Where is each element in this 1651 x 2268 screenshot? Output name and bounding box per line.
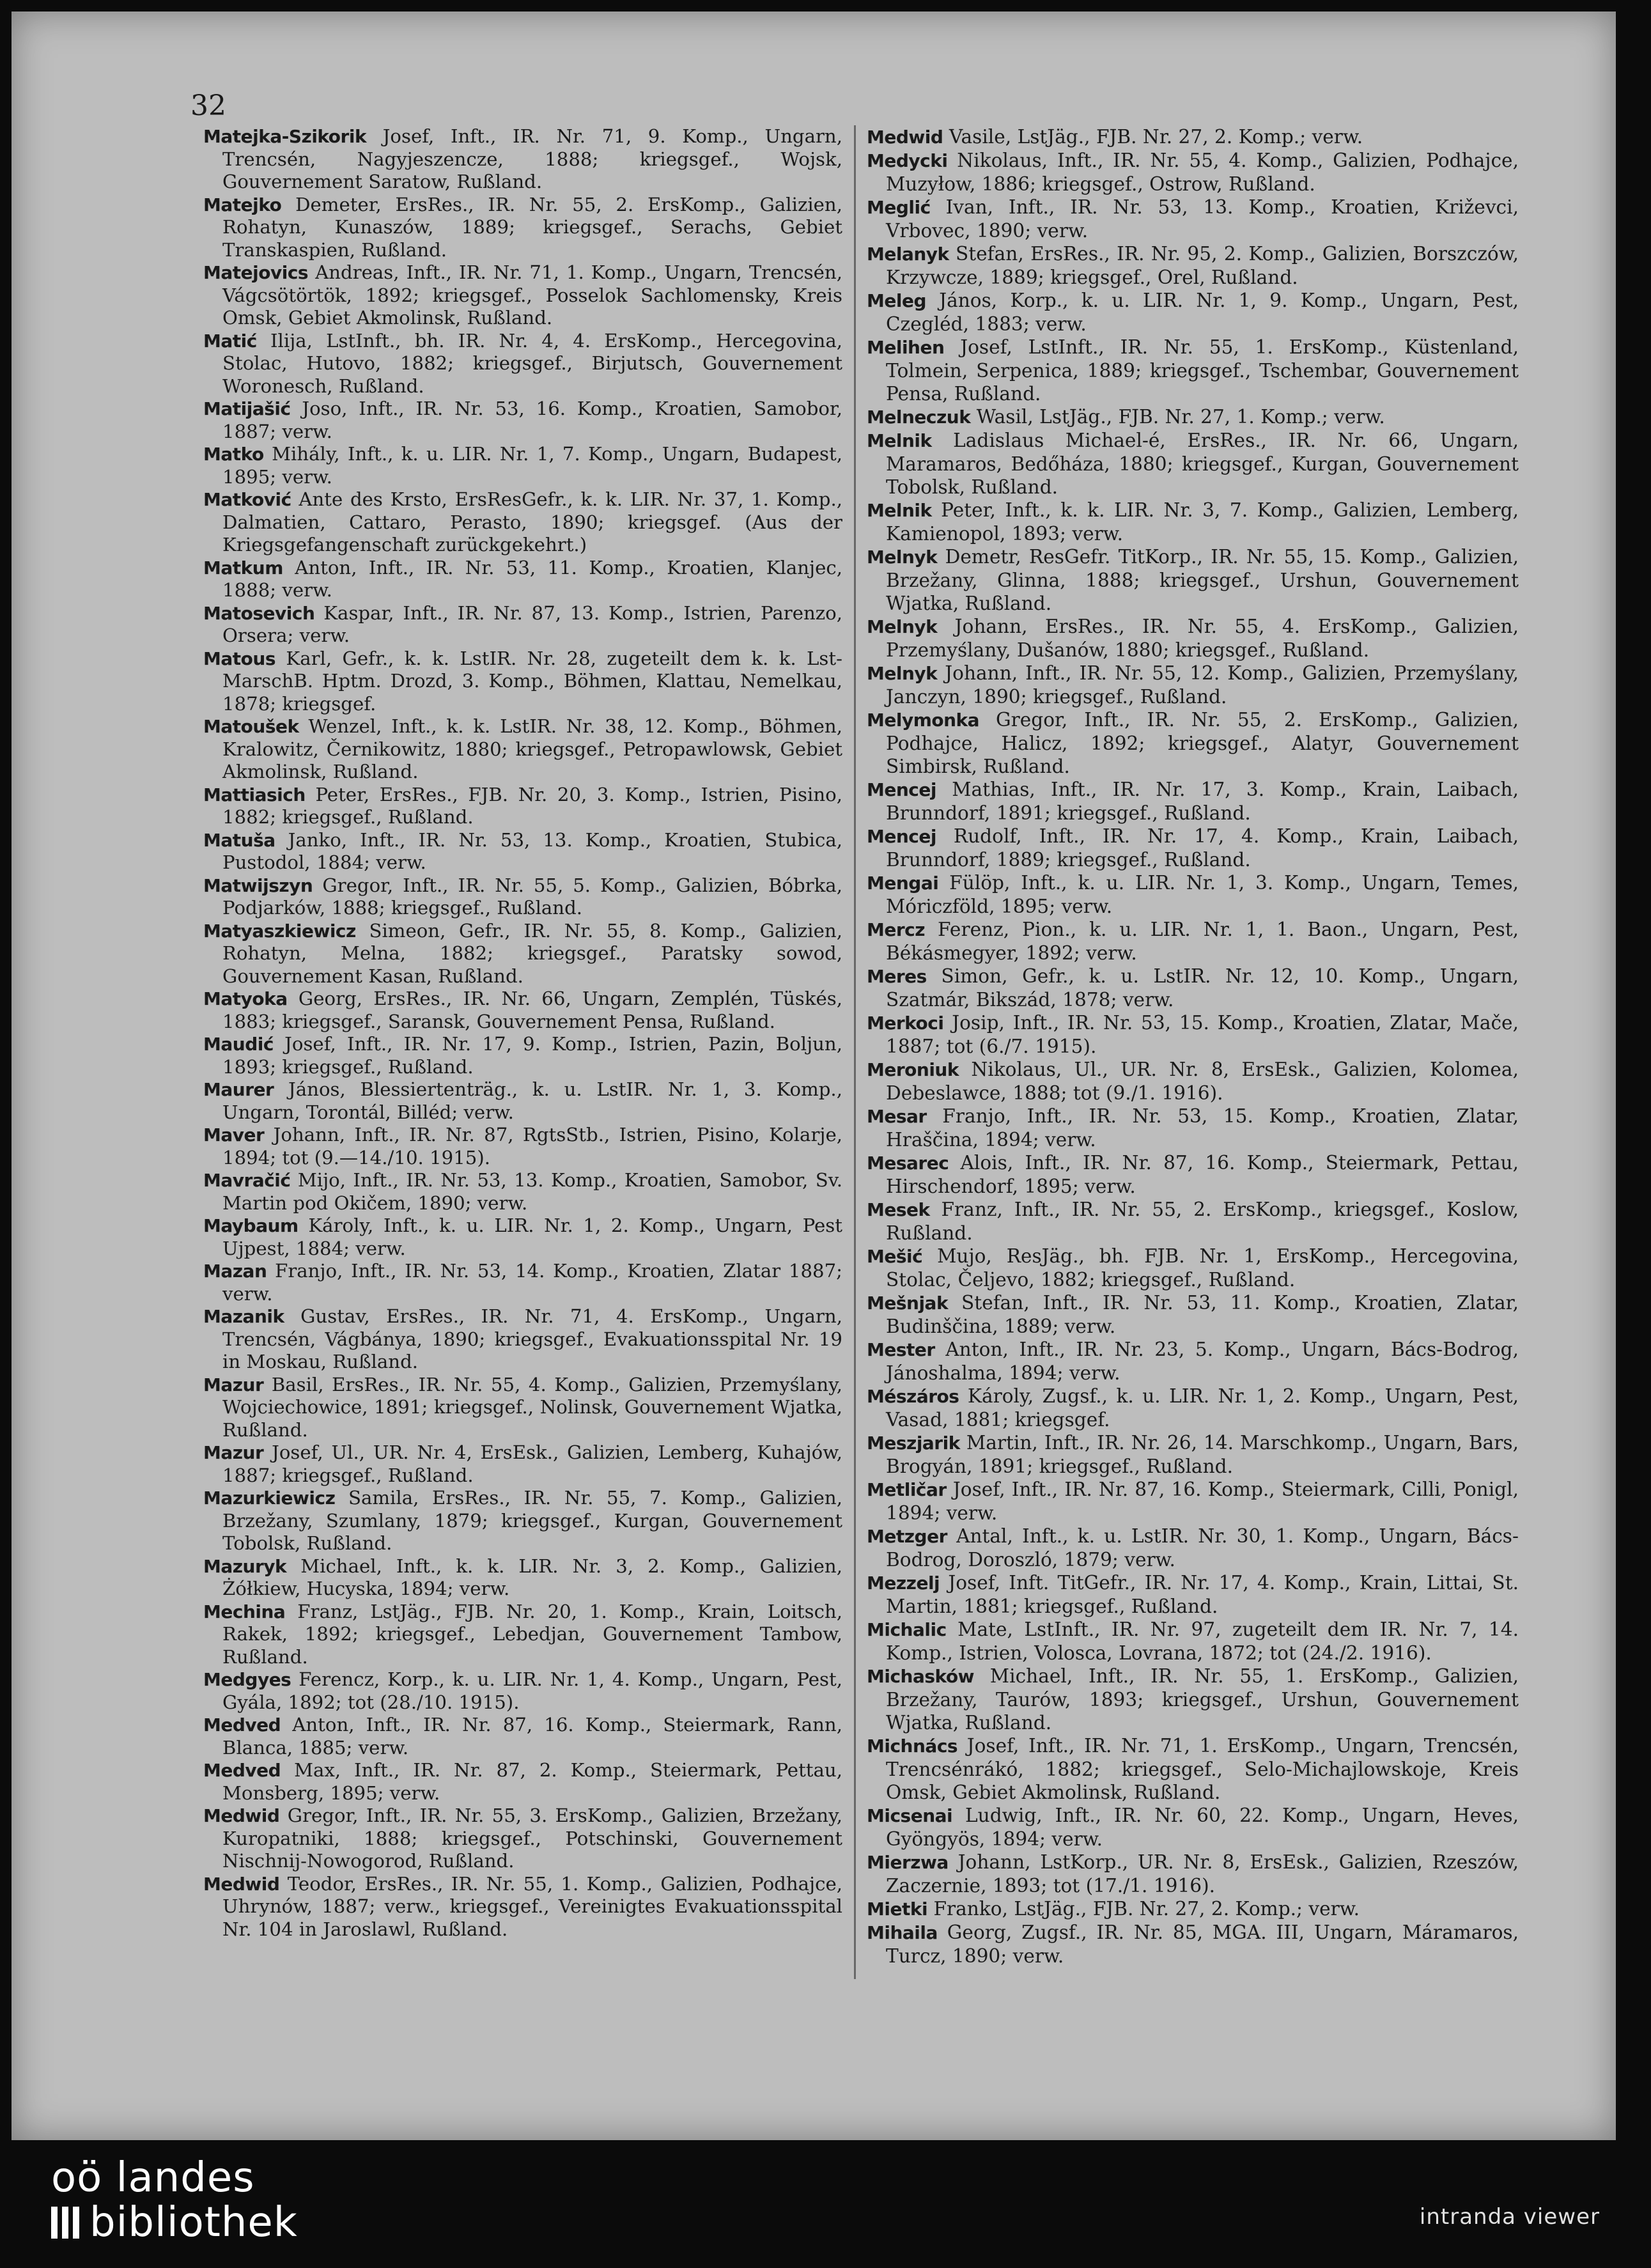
entry-details: Rudolf, Inft., IR. Nr. 17, 4. Komp., Krain, Laibach, Brunndorf, 1889; kriegsgef., Rußland. — [886, 825, 1519, 871]
register-entry — [203, 1759, 842, 1805]
register-entry — [867, 1618, 1519, 1665]
entry-surname: Mesarec — [867, 1153, 949, 1174]
entry-surname: Matijašić — [203, 398, 291, 419]
register-entry — [203, 398, 842, 443]
register-entry — [203, 1601, 842, 1669]
entry-surname: Mészáros — [867, 1386, 959, 1407]
register-entry — [203, 829, 842, 874]
register-entry — [867, 1058, 1519, 1105]
register-entry — [867, 778, 1519, 825]
entry-surname: Matejko — [203, 194, 282, 215]
entry-details: Andreas, Inft., IR. Nr. 71, 1. Komp., Ungarn, Trencsén, Vágcsötörtök, 1892; kriegsgef., Posselok Sachlomensky, Kreis Omsk, Gebiet Akmolinsk, Rußland. — [222, 261, 842, 329]
entry-surname: Matejka-Szikorik — [203, 126, 367, 147]
register-entry — [203, 1124, 842, 1169]
entry-details: Ferenz, Pion., k. u. LIR. Nr. 1, 1. Baon., Ungarn, Pest, Békásmegyer, 1892; verw. — [886, 919, 1519, 964]
entry-details: Simeon, Gefr., IR. Nr. 55, 8. Komp., Galizien, Rohatyn, Melna, 1882; kriegsgef., Paratsky sowod, Gouvernement Kasan, Rußland. — [222, 919, 842, 987]
register-entry — [867, 1734, 1519, 1804]
entry-surname: Mencej — [867, 779, 936, 800]
entry-surname: Melihen — [867, 337, 945, 358]
entry-details: Franko, LstJäg., FJB. Nr. 27, 2. Komp.; verw. — [933, 1898, 1360, 1920]
entry-surname: Mazuryk — [203, 1555, 287, 1577]
entry-surname: Medved — [203, 1760, 281, 1781]
register-entry — [867, 662, 1519, 708]
register-entry — [867, 1338, 1519, 1385]
entry-surname: Meszjarik — [867, 1433, 960, 1454]
entry-details: Janko, Inft., IR. Nr. 53, 13. Komp., Kroatien, Stubica, Pustodol, 1884; verw. — [222, 828, 842, 873]
register-entry — [203, 1873, 842, 1941]
register-entry — [867, 289, 1519, 336]
entry-details: Gustav, ErsRes., IR. Nr. 71, 4. ErsKomp., Ungarn, Trencsén, Vágbánya, 1890; kriegsgef., Evakuationsspital Nr. 19 in Moskau, Rußland. — [222, 1305, 842, 1372]
entry-surname: Metzger — [867, 1526, 947, 1547]
entry-details: Ivan, Inft., IR. Nr. 53, 13. Komp., Kroatien, Križevci, Vrbovec, 1890; verw. — [886, 196, 1519, 242]
entry-surname: Matkum — [203, 557, 283, 579]
entry-details: Josef, Inft., IR. Nr. 71, 1. ErsKomp., Ungarn, Trencsén, Trencsénrákó, 1882; kriegsgef., Selo-Michajlowskoje, Kreis Omsk, Gebiet Akmolinsk, Rußland. — [886, 1735, 1519, 1803]
entry-details: Josef, LstInft., IR. Nr. 55, 1. ErsKomp., Küstenland, Tolmein, Serpenica, 1889; kriegsgef., Tschembar, Gouvernement Pensa, Rußland. — [886, 336, 1519, 405]
entry-surname: Melnik — [867, 430, 932, 451]
entry-details: Antal, Inft., k. u. LstIR. Nr. 30, 1. Komp., Ungarn, Bács-Bodrog, Doroszló, 1879; verw. — [886, 1525, 1519, 1571]
entry-details: Franz, LstJäg., FJB. Nr. 20, 1. Komp., Krain, Loitsch, Rakek, 1892; kriegsgef., Lebedjan, Gouvernement Tambow, Rußland. — [222, 1600, 842, 1668]
entry-surname: Mazurkiewicz — [203, 1487, 336, 1509]
entry-surname: Matuša — [203, 829, 275, 851]
entry-details: Franjo, Inft., IR. Nr. 53, 14. Komp., Kroatien, Zlatar 1887; verw. — [222, 1260, 842, 1305]
register-entry — [203, 1487, 842, 1555]
entry-surname: Matić — [203, 330, 257, 352]
entry-surname: Mietki — [867, 1899, 928, 1920]
entry-details: Fülöp, Inft., k. u. LIR. Nr. 1, 3. Komp., Ungarn, Temes, Móriczföld, 1895; verw. — [886, 872, 1519, 917]
entry-surname: Meroniuk — [867, 1059, 959, 1080]
left-column — [203, 125, 842, 1941]
entry-surname: Matyoka — [203, 988, 288, 1009]
register-entry — [203, 1078, 842, 1124]
register-entry — [867, 1011, 1519, 1058]
column-divider — [854, 125, 856, 1979]
entry-surname: Matwijszyn — [203, 874, 313, 896]
entry-surname: Michasków — [867, 1666, 975, 1687]
register-entry — [203, 1668, 842, 1714]
register-entry — [867, 1431, 1519, 1478]
register-entry — [867, 1105, 1519, 1151]
entry-details: Ludwig, Inft., IR. Nr. 60, 22. Komp., Ungarn, Heves, Gyöngyös, 1894; verw. — [886, 1805, 1519, 1850]
register-entry — [867, 1921, 1519, 1968]
entry-details: Ilija, LstInft., bh. IR. Nr. 4, 4. ErsKomp., Hercegovina, Stolac, Hutovo, 1882; kriegsgef., Birjutsch, Gouvernement Woronesch, Rußland. — [222, 329, 843, 397]
register-entry — [867, 1151, 1519, 1198]
entry-surname: Meres — [867, 966, 927, 987]
entry-surname: Mazur — [203, 1442, 264, 1463]
register-entry — [203, 784, 842, 829]
entry-details: Anton, Inft., IR. Nr. 87, 16. Komp., Steiermark, Rann, Blanca, 1885; verw. — [222, 1714, 842, 1759]
entry-details: Ladislaus Michael-é, ErsRes., IR. Nr. 66, Ungarn, Maramaros, Bedőháza, 1880; kriegsgef., Kurgan, Gouvernement Tobolsk, Rußland. — [886, 430, 1519, 498]
entry-details: Demetr, ResGefr. TitKorp., IR. Nr. 55, 15. Komp., Galizien, Brzežany, Glinna, 1888; kriegsgef., Urshun, Gouvernement Wjatka, Rußland. — [886, 546, 1519, 614]
register-entry — [203, 1215, 842, 1260]
entry-surname: Melymonka — [867, 710, 980, 731]
register-entry — [203, 874, 842, 920]
register-entry — [867, 1851, 1519, 1897]
entry-details: Martin, Inft., IR. Nr. 26, 14. Marschkomp., Ungarn, Bars, Brogyán, 1891; kriegsgef., Rußland. — [886, 1432, 1519, 1477]
entry-surname: Mezzelj — [867, 1573, 940, 1594]
entry-surname: Medwid — [203, 1805, 280, 1826]
entry-details: Nikolaus, Inft., IR. Nr. 55, 4. Komp., Galizien, Podhajce, Muzyłow, 1886; kriegsgef., Ostrow, Rußland. — [886, 150, 1519, 195]
entry-details: Anton, Inft., IR. Nr. 23, 5. Komp., Ungarn, Bács-Bodrog, Jánoshalma, 1894; verw. — [886, 1339, 1519, 1384]
register-entry — [867, 1198, 1519, 1245]
entry-surname: Medwid — [867, 127, 943, 148]
viewer-label: intranda viewer — [1419, 2204, 1600, 2230]
entry-details: Simon, Gefr., k. u. LstIR. Nr. 12, 10. Komp., Ungarn, Szatmár, Bikszád, 1878; verw. — [886, 965, 1519, 1011]
page-number: 32 — [190, 89, 226, 122]
register-entry — [867, 965, 1519, 1011]
register-entry — [203, 988, 842, 1033]
register-entry — [203, 715, 842, 784]
register-entry — [867, 1478, 1519, 1525]
entry-surname: Mengai — [867, 873, 939, 894]
entry-surname: Meglić — [867, 197, 931, 218]
register-entry — [203, 1374, 842, 1442]
register-entry — [203, 194, 842, 262]
entry-surname: Matoušek — [203, 716, 299, 737]
entry-details: Mujo, ResJäg., bh. FJB. Nr. 1, ErsKomp., Hercegovina, Stolac, Čeljevo, 1882; kriegsgef., Rußland. — [886, 1245, 1519, 1291]
entry-surname: Melnyk — [867, 616, 938, 637]
register-entry — [867, 545, 1519, 615]
entry-details: Franz, Inft., IR. Nr. 55, 2. ErsKomp., kriegsgef., Koslow, Rußland. — [886, 1199, 1519, 1244]
register-entry — [203, 1305, 842, 1374]
entry-surname: Mercz — [867, 919, 926, 940]
register-entry — [867, 1525, 1519, 1571]
register-entry — [867, 336, 1519, 405]
entry-details: János, Korp., k. u. LIR. Nr. 1, 9. Komp., Ungarn, Pest, Czegléd, 1883; verw. — [886, 290, 1519, 335]
register-entry — [867, 1385, 1519, 1431]
entry-details: Mate, LstInft., IR. Nr. 97, zugeteilt dem IR. Nr. 7, 14. Komp., Istrien, Volosca, Lovrana, 1872; tot (24./2. 1916). — [886, 1619, 1519, 1664]
entry-details: Johann, Inft., IR. Nr. 87, RgtsStb., Istrien, Pisino, Kolarje, 1894; tot (9.—14./10. 1915). — [222, 1124, 842, 1169]
entry-details: Josef, Inft., IR. Nr. 17, 9. Komp., Istrien, Pazin, Boljun, 1893; kriegsgef., Rußland. — [222, 1033, 842, 1078]
entry-details: Peter, ErsRes., FJB. Nr. 20, 3. Komp., Istrien, Pisino, 1882; kriegsgef., Rußland. — [222, 783, 842, 828]
entry-details: Nikolaus, Ul., UR. Nr. 8, ErsEsk., Galizien, Kolomea, Debeslawce, 1888; tot (9./1. 1916). — [886, 1059, 1519, 1104]
entry-details: Max, Inft., IR. Nr. 87, 2. Komp., Steiermark, Pettau, Monsberg, 1895; verw. — [222, 1759, 843, 1804]
register-entry — [203, 330, 842, 398]
entry-details: Josip, Inft., IR. Nr. 53, 15. Komp., Kroatien, Zlatar, Mače, 1887; tot (6./7. 1915). — [886, 1012, 1519, 1057]
register-entry — [867, 871, 1519, 918]
entry-details: Károly, Inft., k. u. LIR. Nr. 1, 2. Komp., Ungarn, Pest Ujpest, 1884; verw. — [222, 1215, 842, 1259]
register-entry — [867, 1897, 1519, 1921]
entry-surname: Melnyk — [867, 547, 938, 568]
entry-details: Joso, Inft., IR. Nr. 53, 16. Komp., Kroatien, Samobor, 1887; verw. — [222, 398, 843, 442]
entry-details: Mathias, Inft., IR. Nr. 17, 3. Komp., Krain, Laibach, Brunndorf, 1891; kriegsgef., Rußland. — [886, 779, 1519, 824]
entry-surname: Mazan — [203, 1261, 267, 1282]
entry-surname: Mesar — [867, 1106, 927, 1127]
entry-surname: Medgyes — [203, 1669, 291, 1690]
entry-surname: Micsenai — [867, 1805, 953, 1826]
entry-details: Anton, Inft., IR. Nr. 53, 11. Komp., Kroatien, Klanjec, 1888; verw. — [222, 556, 842, 601]
entry-surname: Merkoci — [867, 1013, 944, 1034]
entry-surname: Mihaila — [867, 1922, 938, 1943]
register-entry — [203, 1169, 842, 1215]
entry-surname: Medycki — [867, 150, 948, 171]
register-entry — [203, 648, 842, 716]
entry-details: Josef, Ul., UR. Nr. 4, ErsEsk., Galizien, Lemberg, Kuhajów, 1887; kriegsgef., Rußland. — [222, 1441, 842, 1486]
register-entry — [203, 602, 842, 648]
register-entry — [203, 443, 842, 488]
entry-surname: Mierzwa — [867, 1852, 949, 1873]
register-entry — [867, 242, 1519, 289]
register-entry — [867, 125, 1519, 149]
register-entry — [867, 1804, 1519, 1851]
register-entry — [867, 1665, 1519, 1734]
entry-surname: Michalic — [867, 1619, 947, 1640]
entry-surname: Melanyk — [867, 244, 949, 265]
logo-line-1: oö landes — [51, 2154, 255, 2202]
register-entry — [203, 920, 842, 988]
entry-surname: Mazur — [203, 1374, 264, 1395]
entry-details: Vasile, LstJäg., FJB. Nr. 27, 2. Komp.; verw. — [949, 126, 1363, 148]
scanned-page — [12, 12, 1616, 2140]
logo-line-2-wrap — [51, 2200, 298, 2245]
register-entry — [203, 1555, 842, 1601]
register-entry — [867, 825, 1519, 871]
register-entry — [203, 1714, 842, 1759]
entry-details: Alois, Inft., IR. Nr. 87, 16. Komp., Steiermark, Pettau, Hirschendorf, 1895; verw. — [886, 1152, 1519, 1197]
library-logo[interactable] — [51, 2155, 298, 2245]
entry-surname: Maurer — [203, 1079, 274, 1100]
entry-surname: Medved — [203, 1714, 281, 1736]
register-entry — [867, 1571, 1519, 1618]
entry-details: Georg, ErsRes., IR. Nr. 66, Ungarn, Zemplén, Tüskés, 1883; kriegsgef., Saransk, Gouvernement Pensa, Rußland. — [222, 988, 843, 1032]
register-entry — [867, 1291, 1519, 1338]
entry-details: Stefan, Inft., IR. Nr. 53, 11. Komp., Kroatien, Zlatar, Budinščina, 1889; verw. — [886, 1292, 1519, 1337]
entry-details: Gregor, Inft., IR. Nr. 55, 3. ErsKomp., Galizien, Brzežany, Kuropatniki, 1888; kriegsgef., Potschinski, Gouvernement Nischnij-Nowogorod, Rußland. — [222, 1805, 842, 1872]
register-entry — [203, 1441, 842, 1487]
entry-surname: Melnyk — [867, 663, 938, 684]
entry-surname: Matous — [203, 648, 275, 669]
register-entry — [203, 125, 842, 194]
entry-details: Basil, ErsRes., IR. Nr. 55, 4. Komp., Galizien, Przemyślany, Wojciechowice, 1891; kriegsgef., Nolinsk, Gouvernement Wjatka, Rußland. — [222, 1373, 843, 1441]
entry-surname: Mešnjak — [867, 1293, 949, 1314]
entry-details: Josef, Inft. TitGefr., IR. Nr. 17, 4. Komp., Krain, Littai, St. Martin, 1881; kriegsgef., Rußland. — [886, 1572, 1519, 1617]
entry-surname: Matejovics — [203, 262, 309, 283]
entry-surname: Mencej — [867, 826, 936, 847]
register-entry — [203, 1805, 842, 1873]
entry-details: Michael, Inft., k. k. LIR. Nr. 3, 2. Komp., Galizien, Żółkiew, Hucyska, 1894; verw. — [222, 1555, 842, 1599]
entry-details: Wenzel, Inft., k. k. LstIR. Nr. 38, 12. Komp., Böhmen, Kralowitz, Černikowitz, 1880; kriegsgef., Petropawlowsk, Gebiet Akmolinsk, Rußland. — [222, 715, 842, 782]
entry-details: Karl, Gefr., k. k. LstIR. Nr. 28, zugeteilt dem k. k. Lst-MarschB. Hptm. Drozd, 3. Komp., Böhmen, Klattau, Nemelkau, 1878; kriegsgef. — [222, 647, 843, 715]
logo-line-2: bibliothek — [89, 2199, 298, 2246]
entry-surname: Maybaum — [203, 1215, 298, 1236]
entry-details: Ante des Krsto, ErsResGefr., k. k. LIR. Nr. 37, 1. Komp., Dalmatien, Cattaro, Perasto, 1890; kriegsgef. (Aus der Kriegsgefangenschaft zurückgekehrt.) — [222, 488, 843, 555]
entry-details: Károly, Zugsf., k. u. LIR. Nr. 1, 2. Komp., Ungarn, Pest, Vasad, 1881; kriegsgef. — [886, 1385, 1519, 1431]
entry-details: Josef, Inft., IR. Nr. 87, 16. Komp., Steiermark, Cilli, Ponigl, 1894; verw. — [886, 1479, 1519, 1524]
entry-details: Ferencz, Korp., k. u. LIR. Nr. 1, 4. Komp., Ungarn, Pest, Gyála, 1892; tot (28./10. 1915). — [222, 1668, 843, 1713]
entry-surname: Mazanik — [203, 1306, 284, 1327]
entry-details: Peter, Inft., k. k. LIR. Nr. 3, 7. Komp., Galizien, Lemberg, Kamienopol, 1893; verw. — [886, 499, 1519, 545]
entry-details: Demeter, ErsRes., IR. Nr. 55, 2. ErsKomp., Galizien, Rohatyn, Kunaszów, 1889; kriegsgef., Serachs, Gebiet Transkaspien, Rußland. — [222, 193, 843, 261]
entry-surname: Medwid — [203, 1873, 280, 1895]
entry-surname: Maver — [203, 1124, 265, 1146]
entry-details: Kaspar, Inft., IR. Nr. 87, 13. Komp., Istrien, Parenzo, Orsera; verw. — [222, 602, 843, 646]
register-entry — [867, 429, 1519, 499]
entry-surname: Matko — [203, 444, 264, 465]
entry-details: Johann, Inft., IR. Nr. 55, 12. Komp., Galizien, Przemyślany, Janczyn, 1890; kriegsgef., Rußland. — [886, 662, 1519, 708]
entry-details: Gregor, Inft., IR. Nr. 55, 5. Komp., Galizien, Bóbrka, Podjarków, 1888; kriegsgef., Rußland. — [222, 874, 842, 919]
entry-surname: Maudić — [203, 1034, 274, 1055]
entry-details: Stefan, ErsRes., IR. Nr. 95, 2. Komp., Galizien, Borszczów, Krzywcze, 1889; kriegsgef., Orel, Rußland. — [886, 243, 1519, 288]
register-entry — [203, 1033, 842, 1078]
logo-bars-icon — [51, 2207, 79, 2239]
register-entry — [867, 918, 1519, 965]
entry-surname: Metličar — [867, 1479, 947, 1500]
entry-surname: Mavračić — [203, 1170, 291, 1191]
entry-surname: Mesek — [867, 1199, 930, 1220]
entry-details: Georg, Zugsf., IR. Nr. 85, MGA. III, Ungarn, Máramaros, Turcz, 1890; verw. — [886, 1922, 1519, 1967]
register-entry — [203, 488, 842, 557]
entry-surname: Matyaszkiewicz — [203, 920, 356, 942]
entry-surname: Mešić — [867, 1246, 923, 1267]
entry-details: Teodor, ErsRes., IR. Nr. 55, 1. Komp., Galizien, Podhajce, Uhrynów, 1887; verw., kriegsgef., Vereinigtes Evakuationsspital Nr. 104 in Jaroslawl, Rußland. — [222, 1872, 843, 1940]
register-entry — [867, 149, 1519, 196]
entry-surname: Matković — [203, 489, 291, 510]
register-entry — [867, 1245, 1519, 1291]
register-entry — [867, 196, 1519, 242]
entry-details: Wasil, LstJäg., FJB. Nr. 27, 1. Komp.; verw. — [976, 406, 1385, 428]
entry-surname: Mattiasich — [203, 784, 306, 805]
entry-surname: Mechina — [203, 1601, 286, 1622]
register-entry — [203, 1260, 842, 1305]
entry-surname: Melneczuk — [867, 407, 971, 428]
entry-surname: Melnik — [867, 500, 932, 521]
entry-surname: Matosevich — [203, 602, 315, 624]
entry-surname: Meleg — [867, 290, 926, 311]
register-entry — [867, 708, 1519, 778]
register-entry — [867, 405, 1519, 429]
entry-details: Michael, Inft., IR. Nr. 55, 1. ErsKomp., Galizien, Brzežany, Taurów, 1893; kriegsgef., Urshun, Gouvernement Wjatka, Rußland. — [886, 1665, 1519, 1734]
entry-details: Johann, LstKorp., UR. Nr. 8, ErsEsk., Galizien, Rzeszów, Zaczernie, 1893; tot (17./1. 1916). — [886, 1851, 1519, 1897]
entry-details: Samila, ErsRes., IR. Nr. 55, 7. Komp., Galizien, Brzežany, Szumlany, 1879; kriegsgef., Kurgan, Gouvernement Tobolsk, Rußland. — [222, 1487, 842, 1554]
entry-details: Mihály, Inft., k. u. LIR. Nr. 1, 7. Komp., Ungarn, Budapest, 1895; verw. — [222, 443, 842, 488]
entry-details: Josef, Inft., IR. Nr. 71, 9. Komp., Ungarn, Trencsén, Nagyjeszencze, 1888; kriegsgef., Wojsk, Gouvernement Saratow, Rußland. — [222, 125, 842, 192]
entry-surname: Mester — [867, 1339, 935, 1360]
entry-details: Franjo, Inft., IR. Nr. 53, 15. Komp., Kroatien, Zlatar, Hraščina, 1894; verw. — [886, 1105, 1519, 1151]
entry-details: János, Blessiertenträg., k. u. LstIR. Nr. 1, 3. Komp., Ungarn, Torontál, Billéd; verw. — [222, 1078, 842, 1123]
entry-surname: Michnács — [867, 1736, 958, 1757]
entry-details: Johann, ErsRes., IR. Nr. 55, 4. ErsKomp., Galizien, Przemyślany, Dušanów, 1880; kriegsgef., Rußland. — [886, 616, 1519, 661]
register-entry — [203, 261, 842, 330]
entry-details: Mijo, Inft., IR. Nr. 53, 13. Komp., Kroatien, Samobor, Sv. Martin pod Okičem, 1890; verw. — [222, 1169, 842, 1214]
register-entry — [203, 557, 842, 602]
register-entry — [867, 499, 1519, 545]
entry-details: Gregor, Inft., IR. Nr. 55, 2. ErsKomp., Galizien, Podhajce, Halicz, 1892; kriegsgef., Alatyr, Gouvernement Simbirsk, Rußland. — [886, 709, 1519, 777]
right-column — [867, 125, 1519, 1968]
register-entry — [867, 615, 1519, 662]
